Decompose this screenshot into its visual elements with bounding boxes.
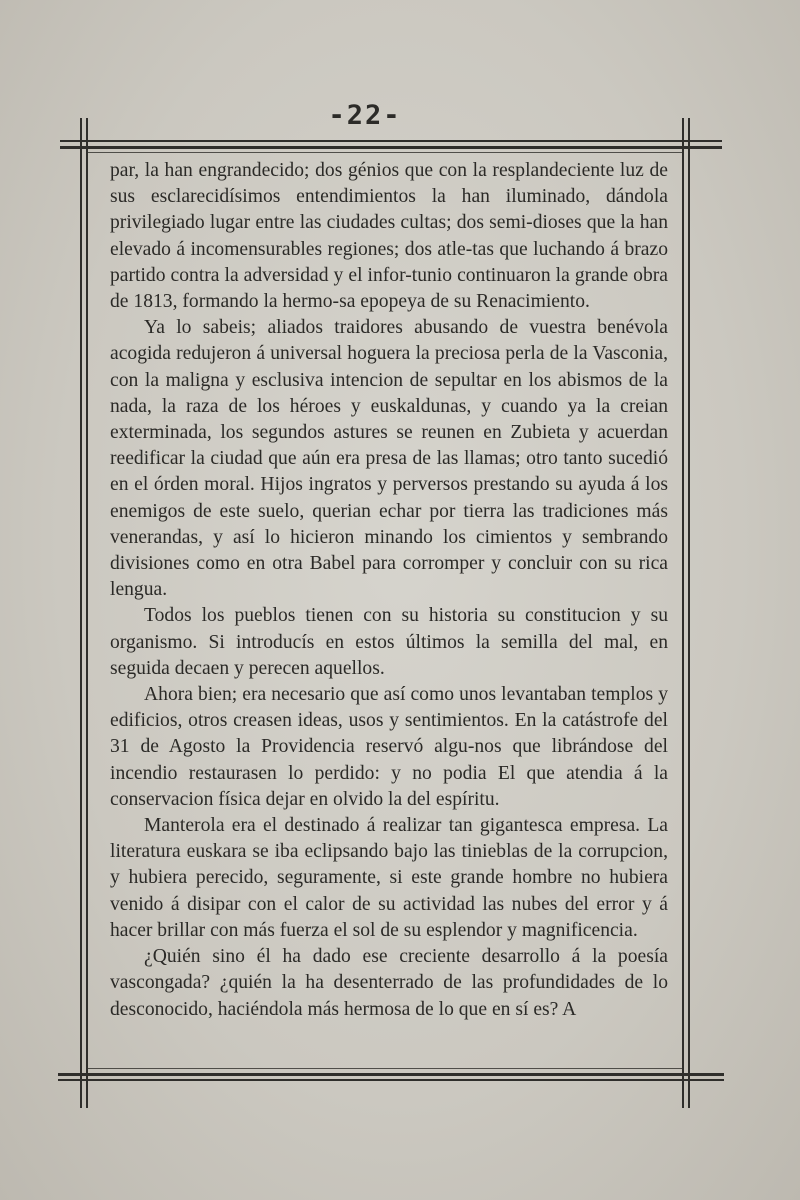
bottom-rule-thin: [86, 1068, 684, 1069]
right-rule-outer: [688, 118, 690, 1108]
body-text: [110, 158, 668, 1023]
paragraph: par, la han engrandecido; dos génios que con la resplandeciente luz de sus esclarecidísimos entendimientos la han iluminado, dándola privilegiado lugar entre las ciudades cultas; dos semi-dioses que la han elevado á incomensurables regiones; dos atle-tas que luchando á brazo partido contra la adversidad y el infor-tunio continuaron la grande obra de 1813, formando la hermo-sa epopeya de su Renacimiento.: [110, 160, 668, 313]
top-rule-thin: [86, 152, 684, 153]
top-rule-inner: [60, 146, 722, 149]
left-rule-inner: [86, 118, 88, 1108]
paragraph: Todos los pueblos tienen con su historia su constitucion y su organismo. Si introducís en estos últimos la semilla del mal, en seguida decaen y perecen aquellos.: [110, 605, 668, 679]
bottom-rule-inner: [58, 1073, 724, 1076]
left-rule-outer: [80, 118, 82, 1108]
paragraph: Ya lo sabeis; aliados traidores abusando de vuestra benévola acogida redujeron á universal hoguera la preciosa perla de la Vasconia, con la maligna y esclusiva intencion de sepultar en los abismos de la nada, la raza de los héroes y euskaldunas, y cuando ya la creian exterminada, los segundos astures se reunen en Zubieta y acuerdan reedificar la ciudad que aún era presa de las llamas; otro tanto sucedió en el órden moral. Hijos ingratos y perversos prestando su ayuda á los enemigos de este suelo, querian echar por tierra las tradiciones más venerandas, y así lo hicieron minando los cimientos y sembrando divisiones como en otra Babel para corromper y concluir con su rica lengua.: [110, 317, 668, 601]
page-number: -22-: [328, 100, 402, 131]
paragraph: Manterola era el destinado á realizar tan gigantesca empresa. La literatura euskara se iba eclipsando bajo las tinieblas de la corrupcion, y hubiera perecido, seguramente, si este grande hombre no hubiera venido á disipar con el calor de su actividad las nubes del error y á hacer brillar con más fuerza el sol de su esplendor y magnificencia.: [110, 815, 668, 941]
right-rule-inner: [682, 118, 684, 1108]
paragraph: ¿Quién sino él ha dado ese creciente desarrollo á la poesía vascongada? ¿quién la ha desenterrado de las profundidades de lo desconocido, haciéndola más hermosa de lo que en sí es? A: [110, 946, 668, 1020]
bottom-rule-outer: [58, 1079, 724, 1081]
top-rule-outer: [60, 140, 722, 142]
paragraph: Ahora bien; era necesario que así como unos levantaban templos y edificios, otros creasen ideas, usos y sentimientos. En la catástrofe del 31 de Agosto la Providencia reservó algu-nos que librándose del incendio restaurasen lo perdido: y no podia El que atendia á la conservacion física dejar en olvido la del espíritu.: [110, 684, 668, 810]
